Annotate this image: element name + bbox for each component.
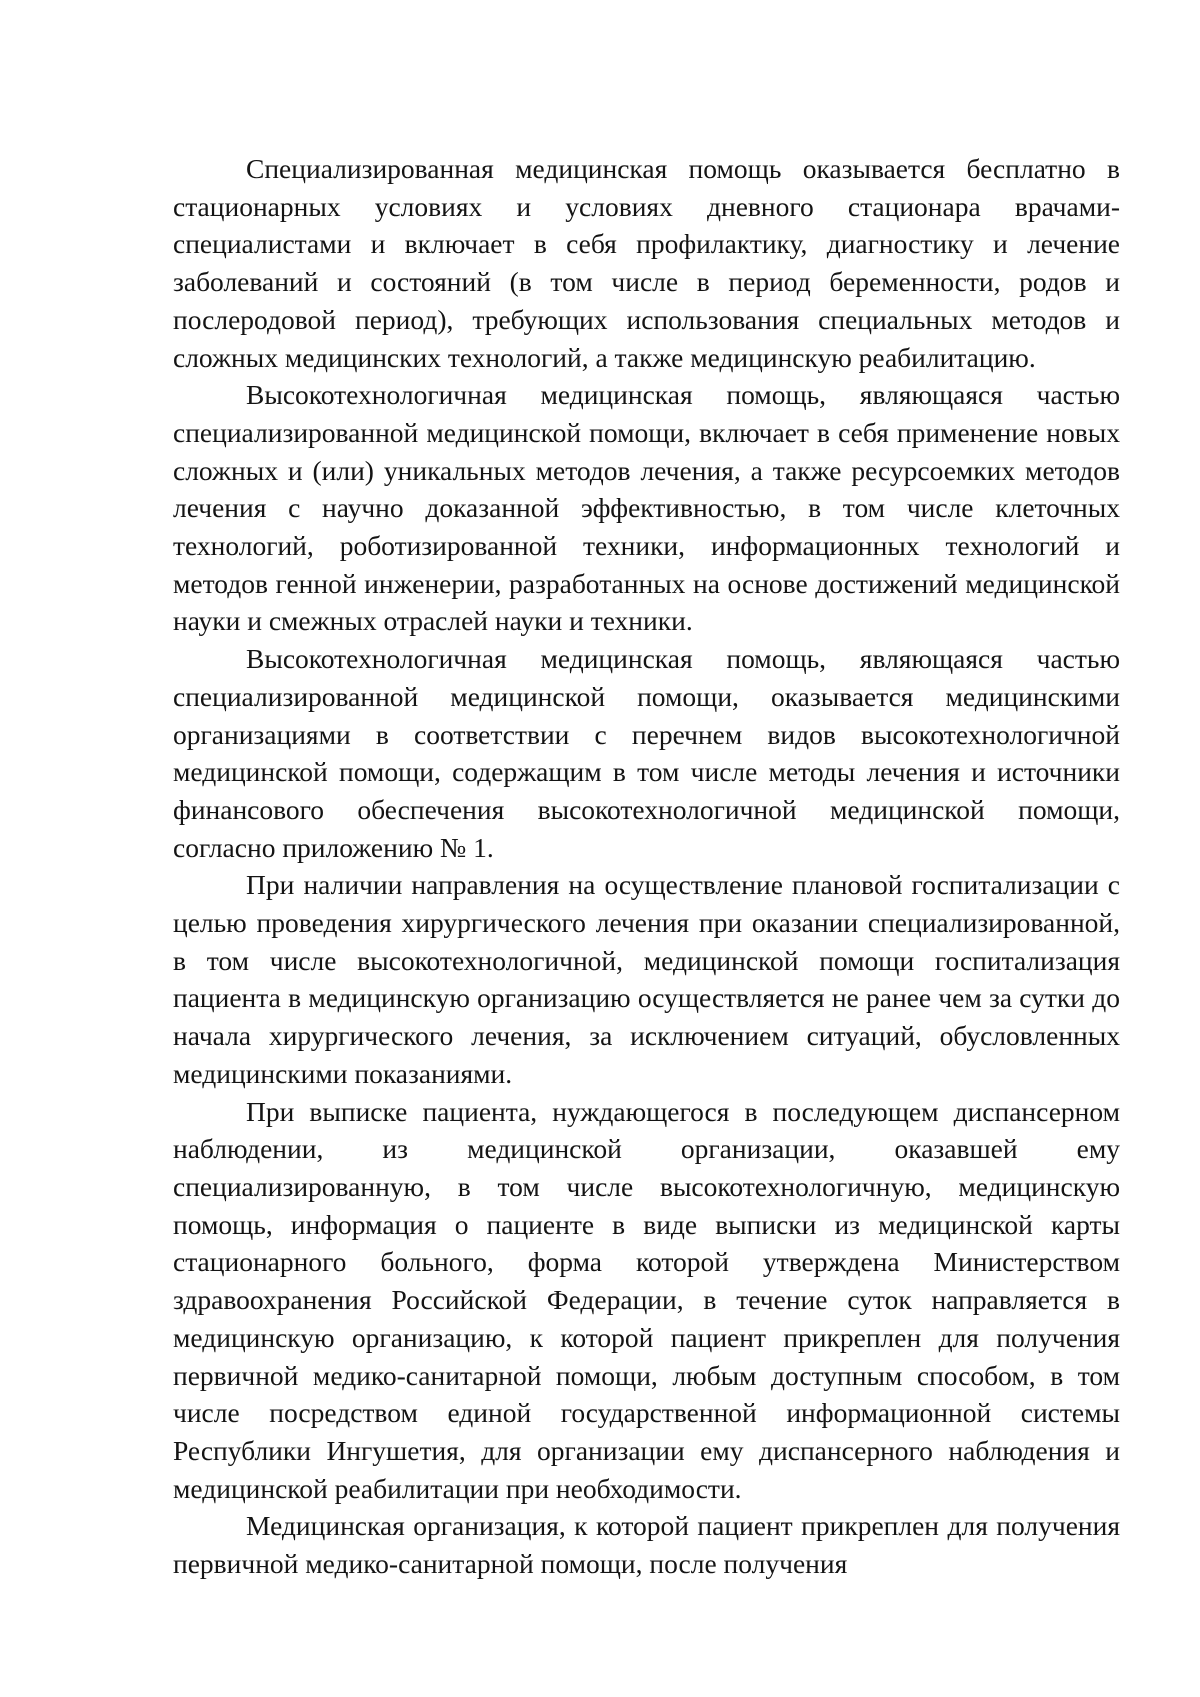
paragraph-high-tech-care-provision: Высокотехнологичная медицинская помощь, являющаяся частью специализированной медицинской помощи, оказывается медицинскими организациями в соответствии с перечнем видов высокотехнологичной медицинской помощи, содержащим в том числе методы лечения и источники финансового обеспечения высокотехнологичной медицинской помощи, согласно приложению № 1. <box>173 643 1120 863</box>
document-body <box>173 150 1120 1583</box>
paragraph-medical-organization: Медицинская организация, к которой пациент прикреплен для получения первичной медико-санитарной помощи, после получения <box>173 1510 1120 1580</box>
paragraph-patient-discharge: При выписке пациента, нуждающегося в последующем диспансерном наблюдении, из медицинской организации, оказавшей ему специализированную, в том числе высокотехнологичную, медицинскую помощь, информация о пациенте в виде выписки из медицинской карты стационарного больного, форма которой утверждена Министерством здравоохранения Российской Федерации, в течение суток направляется в медицинскую организацию, к которой пациент прикреплен для получения первичной медико-санитарной помощи, любым доступным способом, в том числе посредством единой государственной информационной системы Республики Ингушетия, для организации ему диспансерного наблюдения и медицинской реабилитации при необходимости. <box>173 1095 1120 1504</box>
paragraph-high-tech-care-definition: Высокотехнологичная медицинская помощь, являющаяся частью специализированной медицинской помощи, включает в себя применение новых сложных и (или) уникальных методов лечения, а также ресурсоемких методов лечения с научно доказанной эффективностью, в том числе клеточных технологий, роботизированной техники, информационных технологий и методов генной инженерии, разработанных на основе достижений медицинской науки и смежных отраслей науки и техники. <box>173 379 1120 637</box>
paragraph-planned-hospitalization: При наличии направления на осуществление плановой госпитализации с целью проведения хирургического лечения при оказании специализированной, в том числе высокотехнологичной, медицинской помощи госпитализация пациента в медицинскую организацию осуществляется не ранее чем за сутки до начала хирургического лечения, за исключением ситуаций, обусловленных медицинскими показаниями. <box>173 869 1120 1089</box>
paragraph-specialized-care: Специализированная медицинская помощь оказывается бесплатно в стационарных условиях и условиях дневного стационара врачами-специалистами и включает в себя профилактику, диагностику и лечение заболеваний и состояний (в том числе в период беременности, родов и послеродовой период), требующих использования специальных методов и сложных медицинских технологий, а также медицинскую реабилитацию. <box>173 153 1120 373</box>
